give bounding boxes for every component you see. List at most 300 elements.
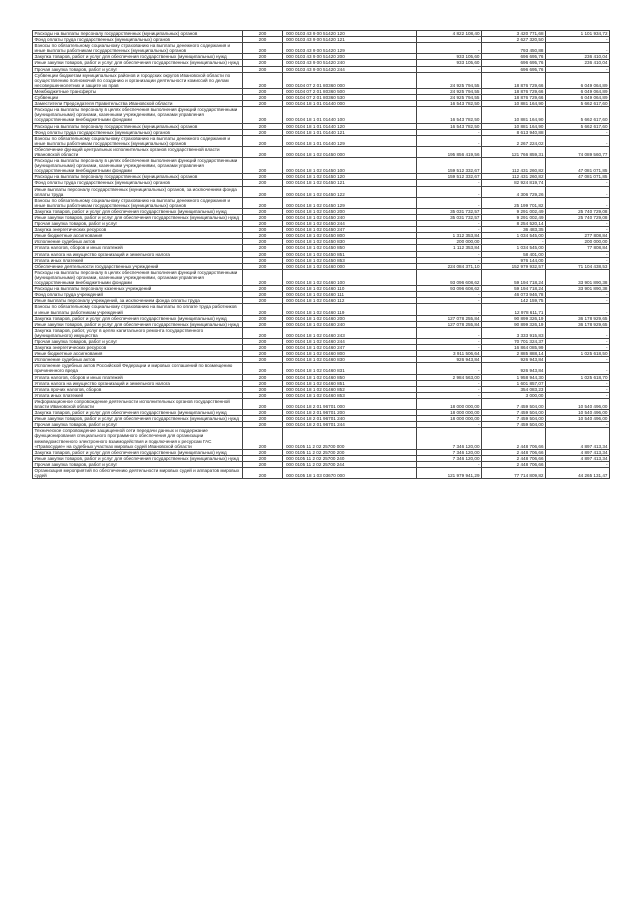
unexecuted-amount-cell: 10 540 496,00: [546, 416, 610, 422]
unexecuted-amount-cell: 36 178 929,65: [546, 315, 610, 321]
unexecuted-amount-cell: -: [546, 338, 610, 344]
executed-amount-cell: 696 695,76: [482, 60, 546, 66]
approved-amount-cell: -: [417, 180, 482, 186]
table-row: [33, 123, 610, 129]
classification-code-cell: 000 0105 11 2 02 25700 240: [283, 455, 417, 461]
approved-amount-cell: 18 000 000,00: [417, 410, 482, 416]
approved-amount-cell: 127 078 255,84: [417, 321, 482, 327]
line-code-cell: 200: [243, 428, 283, 449]
line-code-cell: 200: [243, 398, 283, 409]
line-code-cell: 200: [243, 233, 283, 239]
classification-code-cell: 000 0104 18 1 02 01450 240: [283, 215, 417, 221]
expense-name-cell: Межбюджетные трансферты: [33, 88, 243, 94]
line-code-cell: 200: [243, 158, 283, 174]
expense-name-cell: Взносы по обязательному социальному страхованию на выплаты денежного содержания и иные выплаты работникам государственных (муниципальных) органов: [33, 43, 243, 54]
executed-amount-cell: 1 958 944,30: [482, 374, 546, 380]
expense-name-cell: Прочая закупка товаров, работ и услуг: [33, 422, 243, 428]
unexecuted-amount-cell: 1 101 934,72: [546, 31, 610, 37]
approved-amount-cell: 24 925 794,55: [417, 88, 482, 94]
classification-code-cell: 000 0104 18 1 02 01460 244: [283, 338, 417, 344]
unexecuted-amount-cell: 4 897 413,34: [546, 449, 610, 455]
classification-code-cell: 000 0103 43 9 00 51420 129: [283, 43, 417, 54]
classification-code-cell: 000 0104 18 1 02 01450 800: [283, 233, 417, 239]
classification-code-cell: 000 0104 18 1 02 01450 850: [283, 245, 417, 251]
classification-code-cell: 000 0104 18 1 02 01460 000: [283, 263, 417, 269]
classification-code-cell: 000 0104 18 1 02 01460 851: [283, 380, 417, 386]
unexecuted-amount-cell: -: [546, 257, 610, 263]
unexecuted-amount-cell: -: [546, 386, 610, 392]
classification-code-cell: 000 0103 43 9 00 51420 244: [283, 66, 417, 72]
unexecuted-amount-cell: -: [546, 227, 610, 233]
line-code-cell: 200: [243, 215, 283, 221]
unexecuted-amount-cell: -: [546, 304, 610, 315]
approved-amount-cell: -: [417, 129, 482, 135]
expense-name-cell: Иные выплаты персоналу государственных (муниципальных) органов, за исключением фонда оплаты труда: [33, 186, 243, 197]
expense-name-cell: Уплата прочих налогов, сборов: [33, 386, 243, 392]
approved-amount-cell: -: [417, 392, 482, 398]
expense-name-cell: Закупка товаров, работ и услуг для обеспечения государственных (муниципальных) нужд: [33, 315, 243, 321]
expense-name-cell: Исполнение судебных актов: [33, 239, 243, 245]
expense-name-cell: Расходы на выплаты персоналу государственных (муниципальных) органов: [33, 174, 243, 180]
expense-name-cell: Уплата налогов, сборов и иных платежей: [33, 245, 243, 251]
unexecuted-amount-cell: -: [546, 186, 610, 197]
line-code-cell: 200: [243, 129, 283, 135]
executed-amount-cell: 793 450,88: [482, 43, 546, 54]
approved-amount-cell: -: [417, 304, 482, 315]
table-row: [33, 72, 610, 88]
line-code-cell: 200: [243, 263, 283, 269]
table-row: [33, 263, 610, 269]
approved-amount-cell: 1 112 353,84: [417, 245, 482, 251]
classification-code-cell: 000 0103 43 9 00 51420 200: [283, 54, 417, 60]
expense-name-cell: Уплата налога на имущество организаций и земельного налога: [33, 380, 243, 386]
line-code-cell: 200: [243, 351, 283, 357]
classification-code-cell: 000 0103 43 9 00 51420 121: [283, 37, 417, 43]
classification-code-cell: 000 0104 18 2 01 96701 000: [283, 398, 417, 409]
classification-code-cell: 000 0104 18 1 02 01460 243: [283, 327, 417, 338]
expense-name-cell: Исполнение судебных актов Российской Федерации и мировых соглашений по возмещению причиненного вреда: [33, 363, 243, 374]
line-code-cell: 200: [243, 66, 283, 72]
table-row: [33, 101, 610, 107]
table-row: [33, 327, 610, 338]
approved-amount-cell: 926 943,84: [417, 357, 482, 363]
table-row: [33, 380, 610, 386]
unexecuted-amount-cell: 4 897 413,34: [546, 455, 610, 461]
classification-code-cell: 000 0104 18 1 01 01440 129: [283, 135, 417, 146]
classification-code-cell: 000 0104 18 1 02 01460 800: [283, 351, 417, 357]
expense-name-cell: Расходы на выплаты персоналу в целях обеспечения выполнения функций государственными (муниципальными) органами, казенными учреждениями, органами управления государственными внебюджетными фондами: [33, 107, 243, 123]
line-code-cell: 200: [243, 54, 283, 60]
classification-code-cell: 000 0104 18 1 01 01440 120: [283, 123, 417, 129]
unexecuted-amount-cell: 10 540 496,00: [546, 398, 610, 409]
table-row: [33, 363, 610, 374]
unexecuted-amount-cell: -: [546, 298, 610, 304]
classification-code-cell: 000 0104 18 1 02 01450 247: [283, 227, 417, 233]
executed-amount-cell: 7 459 504,00: [482, 398, 546, 409]
report-sheet: [32, 30, 609, 479]
approved-amount-cell: 7 346 120,00: [417, 428, 482, 449]
line-code-cell: 200: [243, 186, 283, 197]
expense-name-cell: Взносы по обязательному социальному страхованию на выплаты денежного содержания и иные выплаты работникам государственных (муниципальных) органов: [33, 135, 243, 146]
table-row: [33, 251, 610, 257]
executed-amount-cell: 82 924 819,74: [482, 180, 546, 186]
table-row: [33, 31, 610, 37]
table-row: [33, 174, 610, 180]
line-code-cell: 200: [243, 60, 283, 66]
executed-amount-cell: 4 306 729,26: [482, 186, 546, 197]
approved-amount-cell: -: [417, 298, 482, 304]
approved-amount-cell: 159 512 332,67: [417, 158, 482, 174]
table-row: [33, 135, 610, 146]
line-code-cell: 200: [243, 269, 283, 285]
line-code-cell: 200: [243, 461, 283, 467]
unexecuted-amount-cell: -: [546, 380, 610, 386]
approved-amount-cell: 16 543 782,50: [417, 101, 482, 107]
executed-amount-cell: 2 448 706,66: [482, 455, 546, 461]
approved-amount-cell: 127 078 255,84: [417, 315, 482, 321]
expense-name-cell: Взносы по обязательному социальному страхованию на выплаты по оплате труда работников и иные выплаты работникам учреждений: [33, 304, 243, 315]
table-row: [33, 107, 610, 123]
expense-name-cell: Закупка товаров, работ и услуг для обеспечения государственных (муниципальных) нужд: [33, 54, 243, 60]
unexecuted-amount-cell: 1 025 618,50: [546, 351, 610, 357]
table-row: [33, 245, 610, 251]
table-row: [33, 197, 610, 208]
line-code-cell: 200: [243, 123, 283, 129]
table-row: [33, 37, 610, 43]
classification-code-cell: 000 0104 18 1 02 01450 122: [283, 186, 417, 197]
line-code-cell: 200: [243, 321, 283, 327]
unexecuted-amount-cell: 6 049 064,89: [546, 72, 610, 88]
approved-amount-cell: -: [417, 461, 482, 467]
unexecuted-amount-cell: 47 081 071,85: [546, 174, 610, 180]
approved-amount-cell: -: [417, 251, 482, 257]
executed-amount-cell: 354 083,23: [482, 386, 546, 392]
classification-code-cell: 000 0104 18 2 01 96701 244: [283, 422, 417, 428]
line-code-cell: 200: [243, 251, 283, 257]
approved-amount-cell: 933 105,60: [417, 60, 482, 66]
line-code-cell: 200: [243, 135, 283, 146]
expense-name-cell: Иные закупки товаров, работ и услуг для обеспечения государственных (муниципальных) нужд: [33, 455, 243, 461]
classification-code-cell: 000 0104 07 2 01 80360 000: [283, 72, 417, 88]
executed-amount-cell: -: [482, 239, 546, 245]
table-row: [33, 449, 610, 455]
classification-code-cell: 000 0104 18 1 02 01460 850: [283, 374, 417, 380]
expense-name-cell: Фонд оплаты труда государственных (муниципальных) органов: [33, 37, 243, 43]
executed-amount-cell: 142 159,75: [482, 298, 546, 304]
unexecuted-amount-cell: 5 662 617,60: [546, 123, 610, 129]
unexecuted-amount-cell: -: [546, 422, 610, 428]
expense-name-cell: Иные закупки товаров, работ и услуг для обеспечения государственных (муниципальных) нужд: [33, 416, 243, 422]
expense-name-cell: Расходы на выплаты персоналу в целях обеспечения выполнения функций государственными (муниципальными) органами, казенными учреждениями, органами управления государственными внебюджетными фондами: [33, 269, 243, 285]
executed-amount-cell: 3 420 771,68: [482, 31, 546, 37]
line-code-cell: 200: [243, 292, 283, 298]
line-code-cell: 200: [243, 357, 283, 363]
expense-name-cell: Прочая закупка товаров, работ и услуг: [33, 221, 243, 227]
executed-amount-cell: 46 073 946,78: [482, 292, 546, 298]
executed-amount-cell: 10 881 164,90: [482, 107, 546, 123]
executed-amount-cell: 90 899 326,19: [482, 321, 546, 327]
table-row: [33, 43, 610, 54]
unexecuted-amount-cell: 71 104 438,53: [546, 263, 610, 269]
unexecuted-amount-cell: 5 662 617,60: [546, 107, 610, 123]
line-code-cell: 200: [243, 239, 283, 245]
unexecuted-amount-cell: 25 740 729,08: [546, 215, 610, 221]
executed-amount-cell: 926 943,84: [482, 363, 546, 374]
executed-amount-cell: 90 899 326,19: [482, 315, 546, 321]
expense-name-cell: Расходы на выплаты персоналу государственных (муниципальных) органов: [33, 31, 243, 37]
expense-name-cell: Фонд оплаты труда государственных (муниципальных) органов: [33, 129, 243, 135]
unexecuted-amount-cell: 5 662 617,60: [546, 101, 610, 107]
executed-amount-cell: 18 876 729,66: [482, 72, 546, 88]
line-code-cell: 200: [243, 208, 283, 214]
approved-amount-cell: 1 312 353,84: [417, 233, 482, 239]
line-code-cell: 200: [243, 43, 283, 54]
classification-code-cell: 000 0105 11 2 02 25700 000: [283, 428, 417, 449]
approved-amount-cell: -: [417, 386, 482, 392]
classification-code-cell: 000 0104 18 1 02 01460 110: [283, 286, 417, 292]
classification-code-cell: 000 0104 18 1 02 01450 200: [283, 208, 417, 214]
executed-amount-cell: 2 448 706,66: [482, 428, 546, 449]
approved-amount-cell: 18 000 000,00: [417, 416, 482, 422]
table-row: [33, 215, 610, 221]
approved-amount-cell: -: [417, 43, 482, 54]
approved-amount-cell: -: [417, 221, 482, 227]
table-body: [33, 31, 610, 479]
executed-amount-cell: 1 034 545,00: [482, 245, 546, 251]
executed-amount-cell: 18 876 729,66: [482, 95, 546, 101]
classification-code-cell: 000 0104 18 1 02 01450 851: [283, 251, 417, 257]
executed-amount-cell: 112 431 260,82: [482, 158, 546, 174]
table-row: [33, 410, 610, 416]
executed-amount-cell: 59 194 718,24: [482, 269, 546, 285]
unexecuted-amount-cell: 33 901 890,38: [546, 269, 610, 285]
table-row: [33, 468, 610, 479]
executed-amount-cell: 77 714 809,82: [482, 468, 546, 479]
approved-amount-cell: 2 984 563,00: [417, 374, 482, 380]
approved-amount-cell: 200 000,00: [417, 239, 482, 245]
executed-amount-cell: 58 401,00: [482, 251, 546, 257]
approved-amount-cell: -: [417, 380, 482, 386]
classification-code-cell: 000 0104 18 1 02 01450 244: [283, 221, 417, 227]
approved-amount-cell: 93 096 608,62: [417, 269, 482, 285]
executed-amount-cell: 3 333 915,83: [482, 327, 546, 338]
unexecuted-amount-cell: -: [546, 327, 610, 338]
unexecuted-amount-cell: 25 740 729,08: [546, 208, 610, 214]
table-row: [33, 298, 610, 304]
table-row: [33, 158, 610, 174]
executed-amount-cell: 926 943,84: [482, 357, 546, 363]
table-row: [33, 129, 610, 135]
classification-code-cell: 000 0103 43 9 00 51420 240: [283, 60, 417, 66]
executed-amount-cell: 1 601 857,07: [482, 380, 546, 386]
classification-code-cell: 000 0104 07 2 01 80360 500: [283, 88, 417, 94]
approved-amount-cell: 7 346 120,00: [417, 449, 482, 455]
classification-code-cell: 000 0104 18 1 02 01460 853: [283, 392, 417, 398]
executed-amount-cell: 976 144,00: [482, 257, 546, 263]
table-row: [33, 269, 610, 285]
approved-amount-cell: 4 822 108,40: [417, 31, 482, 37]
expense-name-cell: Заместители Председателя Правительства Ивановской области: [33, 101, 243, 107]
executed-amount-cell: 2 267 224,02: [482, 135, 546, 146]
expense-name-cell: Иные закупки товаров, работ и услуг для обеспечения государственных (муниципальных) нужд: [33, 215, 243, 221]
expense-name-cell: Иные бюджетные ассигнования: [33, 233, 243, 239]
line-code-cell: 200: [243, 107, 283, 123]
expense-name-cell: Исполнение судебных актов: [33, 357, 243, 363]
table-row: [33, 428, 610, 449]
approved-amount-cell: 195 856 419,56: [417, 146, 482, 157]
executed-amount-cell: 10 881 164,90: [482, 123, 546, 129]
line-code-cell: 200: [243, 304, 283, 315]
expense-name-cell: Расходы на выплаты персоналу в целях обеспечения выполнения функций государственными (муниципальными) органами, казенными учреждениями, органами управления государственными внебюджетными фондами: [33, 158, 243, 174]
unexecuted-amount-cell: -: [546, 197, 610, 208]
approved-amount-cell: -: [417, 197, 482, 208]
executed-amount-cell: 70 701 324,37: [482, 338, 546, 344]
classification-code-cell: 000 0104 18 1 02 01460 830: [283, 357, 417, 363]
executed-amount-cell: 7 459 504,00: [482, 422, 546, 428]
expense-name-cell: Обеспечение деятельности государственных учреждений: [33, 263, 243, 269]
line-code-cell: 200: [243, 298, 283, 304]
executed-amount-cell: 152 979 932,57: [482, 263, 546, 269]
unexecuted-amount-cell: 44 265 131,47: [546, 468, 610, 479]
expense-name-cell: Закупка энергетических ресурсов: [33, 345, 243, 351]
classification-code-cell: 000 0104 18 1 02 01460 111: [283, 292, 417, 298]
line-code-cell: 200: [243, 468, 283, 479]
unexecuted-amount-cell: 6 049 064,89: [546, 95, 610, 101]
unexecuted-amount-cell: 36 178 929,65: [546, 321, 610, 327]
approved-amount-cell: 224 084 371,10: [417, 263, 482, 269]
unexecuted-amount-cell: 6 049 064,89: [546, 88, 610, 94]
approved-amount-cell: -: [417, 186, 482, 197]
unexecuted-amount-cell: -: [546, 363, 610, 374]
executed-amount-cell: 2 448 706,66: [482, 461, 546, 467]
line-code-cell: 200: [243, 180, 283, 186]
unexecuted-amount-cell: 77 808,84: [546, 245, 610, 251]
expense-name-cell: Уплата налога на имущество организаций и земельного налога: [33, 251, 243, 257]
expense-name-cell: Закупка энергетических ресурсов: [33, 227, 243, 233]
expense-name-cell: Фонд оплаты труда учреждений: [33, 292, 243, 298]
executed-amount-cell: 3 000,00: [482, 392, 546, 398]
approved-amount-cell: -: [417, 327, 482, 338]
approved-amount-cell: 35 031 732,57: [417, 215, 482, 221]
approved-amount-cell: 35 031 732,57: [417, 208, 482, 214]
unexecuted-amount-cell: -: [546, 392, 610, 398]
expense-name-cell: Уплата иных платежей: [33, 392, 243, 398]
executed-amount-cell: 9 291 002,49: [482, 215, 546, 221]
executed-amount-cell: 9 291 002,49: [482, 208, 546, 214]
classification-code-cell: 000 0104 18 1 02 01450 121: [283, 180, 417, 186]
unexecuted-amount-cell: -: [546, 345, 610, 351]
classification-code-cell: 000 0104 18 1 02 01450 120: [283, 174, 417, 180]
line-code-cell: 200: [243, 257, 283, 263]
classification-code-cell: 000 0104 18 1 01 01440 121: [283, 129, 417, 135]
executed-amount-cell: 18 876 729,66: [482, 88, 546, 94]
unexecuted-amount-cell: 4 897 413,34: [546, 428, 610, 449]
approved-amount-cell: -: [417, 257, 482, 263]
classification-code-cell: 000 0104 18 1 02 01460 112: [283, 298, 417, 304]
line-code-cell: 200: [243, 338, 283, 344]
unexecuted-amount-cell: 200 000,00: [546, 239, 610, 245]
line-code-cell: 200: [243, 392, 283, 398]
table-row: [33, 416, 610, 422]
unexecuted-amount-cell: 10 540 496,00: [546, 410, 610, 416]
expense-name-cell: Закупка товаров, работ и услуг для обеспечения государственных (муниципальных) нужд: [33, 410, 243, 416]
line-code-cell: 200: [243, 449, 283, 455]
unexecuted-amount-cell: -: [546, 129, 610, 135]
executed-amount-cell: 8 613 940,88: [482, 129, 546, 135]
classification-code-cell: 000 0105 18 1 03 03670 000: [283, 468, 417, 479]
executed-amount-cell: 1 034 545,00: [482, 233, 546, 239]
classification-code-cell: 000 0104 18 1 02 01460 240: [283, 321, 417, 327]
line-code-cell: 200: [243, 227, 283, 233]
executed-amount-cell: 112 431 260,82: [482, 174, 546, 180]
table-row: [33, 321, 610, 327]
unexecuted-amount-cell: -: [546, 180, 610, 186]
unexecuted-amount-cell: -: [546, 43, 610, 54]
classification-code-cell: 000 0104 18 2 01 96701 200: [283, 410, 417, 416]
unexecuted-amount-cell: 74 089 560,77: [546, 146, 610, 157]
unexecuted-amount-cell: -: [546, 37, 610, 43]
classification-code-cell: 000 0104 18 2 01 96701 240: [283, 416, 417, 422]
table-row: [33, 398, 610, 409]
approved-amount-cell: 16 543 782,50: [417, 123, 482, 129]
approved-amount-cell: -: [417, 135, 482, 146]
approved-amount-cell: 159 512 332,67: [417, 174, 482, 180]
line-code-cell: 200: [243, 286, 283, 292]
line-code-cell: 200: [243, 416, 283, 422]
unexecuted-amount-cell: -: [546, 461, 610, 467]
line-code-cell: 200: [243, 374, 283, 380]
executed-amount-cell: 2 885 888,14: [482, 351, 546, 357]
executed-amount-cell: 25 199 701,82: [482, 197, 546, 208]
line-code-cell: 200: [243, 315, 283, 321]
expense-name-cell: Закупка товаров, работ, услуг в целях капитального ремонта государственного (муниципального) имущества: [33, 327, 243, 338]
executed-amount-cell: 7 459 504,00: [482, 410, 546, 416]
line-code-cell: 200: [243, 146, 283, 157]
executed-amount-cell: 7 459 504,00: [482, 416, 546, 422]
line-code-cell: 200: [243, 37, 283, 43]
approved-amount-cell: -: [417, 345, 482, 351]
approved-amount-cell: 24 925 794,55: [417, 95, 482, 101]
expense-name-cell: Закупка товаров, работ и услуг для обеспечения государственных (муниципальных) нужд: [33, 449, 243, 455]
executed-amount-cell: 8 254 520,14: [482, 221, 546, 227]
unexecuted-amount-cell: 236 410,04: [546, 54, 610, 60]
approved-amount-cell: 7 346 120,00: [417, 455, 482, 461]
expense-name-cell: Субвенции бюджетам муниципальных районов и городских округов Ивановской области по осуществлению полномочий по созданию и организации деятельности комиссий по делам несовершеннолетних и защите их прав: [33, 72, 243, 88]
line-code-cell: 200: [243, 174, 283, 180]
unexecuted-amount-cell: 33 901 890,38: [546, 286, 610, 292]
unexecuted-amount-cell: -: [546, 66, 610, 72]
line-code-cell: 200: [243, 386, 283, 392]
unexecuted-amount-cell: 47 081 071,85: [546, 158, 610, 174]
approved-amount-cell: -: [417, 227, 482, 233]
expense-name-cell: Техническое сопровождение защищенной сети передачи данных и поддержание функционирования специального программного обеспечения для организации межведомственного электронного взаимодействия и подключения к ресурсам ГАС «Правосудие» на судебных участках мировых судей Ивановской области: [33, 428, 243, 449]
line-code-cell: 200: [243, 380, 283, 386]
unexecuted-amount-cell: -: [546, 357, 610, 363]
line-code-cell: 200: [243, 101, 283, 107]
expense-name-cell: Иные бюджетные ассигнования: [33, 351, 243, 357]
classification-code-cell: 000 0104 18 1 02 01450 853: [283, 257, 417, 263]
classification-code-cell: 000 0104 18 1 01 01440 000: [283, 101, 417, 107]
executed-amount-cell: 696 695,76: [482, 66, 546, 72]
classification-code-cell: 000 0104 18 1 01 01440 100: [283, 107, 417, 123]
approved-amount-cell: -: [417, 363, 482, 374]
executed-amount-cell: 16 864 085,99: [482, 345, 546, 351]
classification-code-cell: 000 0104 18 1 02 01460 247: [283, 345, 417, 351]
table-row: [33, 180, 610, 186]
table-row: [33, 374, 610, 380]
executed-amount-cell: 696 695,76: [482, 54, 546, 60]
unexecuted-amount-cell: -: [546, 251, 610, 257]
